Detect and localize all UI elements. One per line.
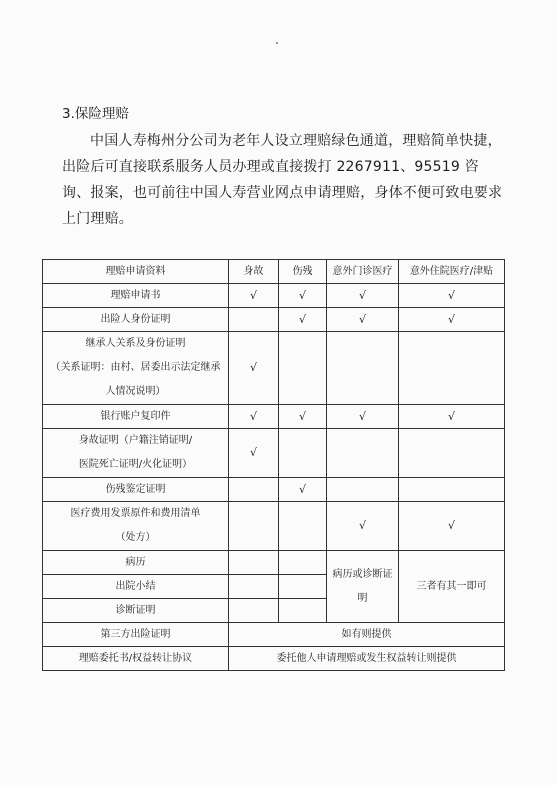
third-party-note: 如有则提供 [229, 623, 505, 647]
check-mark: √ [327, 405, 399, 429]
empty-cell [279, 502, 327, 551]
table-row [43, 502, 505, 551]
row-label: 理赔委托书/权益转让协议 [43, 647, 229, 671]
empty-cell [279, 551, 327, 575]
header-documents: 理赔申请资料 [43, 260, 229, 284]
empty-cell [229, 308, 279, 332]
table-row [43, 308, 505, 332]
empty-cell [279, 599, 327, 623]
check-mark: √ [279, 478, 327, 502]
empty-cell [399, 429, 505, 478]
row-label: 伤残鉴定证明 [43, 478, 229, 502]
intro-text: 中国人寿梅州分公司为老年人设立理赔绿色通道，理赔简单快捷，出险后可直接联系服务人员办理或直接拨打 2267911、95519 咨询、报案，也可前往中国人寿营业网点申请理赔，身体不便可致电要求上门理赔。 [62, 133, 503, 227]
row-label-line: 医院死亡证明/火化证明） [78, 459, 193, 470]
inpatient-records-note: 三者有其一即可 [399, 551, 505, 623]
scan-dot [276, 42, 278, 44]
row-label-line: 人情况说明） [105, 386, 166, 397]
header-death: 身故 [229, 260, 279, 284]
header-disability: 伤残 [279, 260, 327, 284]
header-inpatient: 意外住院医疗/津贴 [399, 260, 505, 284]
check-mark: √ [327, 502, 399, 551]
section-title: 3.保险理赔 [62, 106, 129, 122]
check-mark: √ [327, 284, 399, 308]
table-row [43, 623, 505, 647]
row-label-line: （关系证明：由村、居委出示法定继承 [50, 362, 221, 373]
check-mark: √ [279, 284, 327, 308]
check-mark: √ [229, 429, 279, 478]
check-mark: √ [229, 332, 279, 405]
empty-cell [229, 575, 279, 599]
empty-cell [229, 551, 279, 575]
empty-cell [279, 332, 327, 405]
empty-cell [229, 599, 279, 623]
table-row [43, 405, 505, 429]
check-mark: √ [229, 405, 279, 429]
table-row [43, 551, 505, 575]
row-label: 病历 [43, 551, 229, 575]
table-row [43, 332, 505, 405]
row-label: 诊断证明 [43, 599, 229, 623]
row-label-line: 身故证明（户籍注销证明/ [78, 435, 193, 446]
empty-cell [327, 429, 399, 478]
empty-cell [229, 478, 279, 502]
row-label: 出院小结 [43, 575, 229, 599]
row-label-line: 医疗费用发票原件和费用清单 [70, 508, 201, 519]
table-row [43, 478, 505, 502]
note-line: 病历或诊断证 [332, 568, 393, 580]
claim-documents-table [42, 259, 505, 671]
row-label: 银行账户复印件 [43, 405, 229, 429]
table-header-row [43, 260, 505, 284]
empty-cell [399, 478, 505, 502]
outpatient-records-note [327, 551, 399, 623]
row-label: 出险人身份证明 [43, 308, 229, 332]
row-label [43, 502, 229, 551]
empty-cell [327, 332, 399, 405]
check-mark: √ [327, 308, 399, 332]
empty-cell [279, 575, 327, 599]
row-label: 理赔申请书 [43, 284, 229, 308]
empty-cell [279, 429, 327, 478]
check-mark: √ [229, 284, 279, 308]
table-row [43, 284, 505, 308]
entrust-note: 委托他人申请理赔或发生权益转让则提供 [229, 647, 505, 671]
row-label: 第三方出险证明 [43, 623, 229, 647]
check-mark: √ [279, 405, 327, 429]
empty-cell [399, 332, 505, 405]
row-label-line: （处方） [115, 532, 156, 543]
check-mark: √ [399, 405, 505, 429]
row-label-line: 继承人关系及身份证明 [85, 338, 186, 349]
check-mark: √ [399, 502, 505, 551]
table-row [43, 429, 505, 478]
check-mark: √ [399, 308, 505, 332]
note-line: 明 [357, 592, 368, 604]
table-row [43, 647, 505, 671]
header-outpatient: 意外门诊医疗 [327, 260, 399, 284]
check-mark: √ [279, 308, 327, 332]
intro-paragraph [62, 128, 504, 232]
empty-cell [229, 502, 279, 551]
check-mark: √ [399, 284, 505, 308]
row-label [43, 332, 229, 405]
empty-cell [327, 478, 399, 502]
row-label [43, 429, 229, 478]
